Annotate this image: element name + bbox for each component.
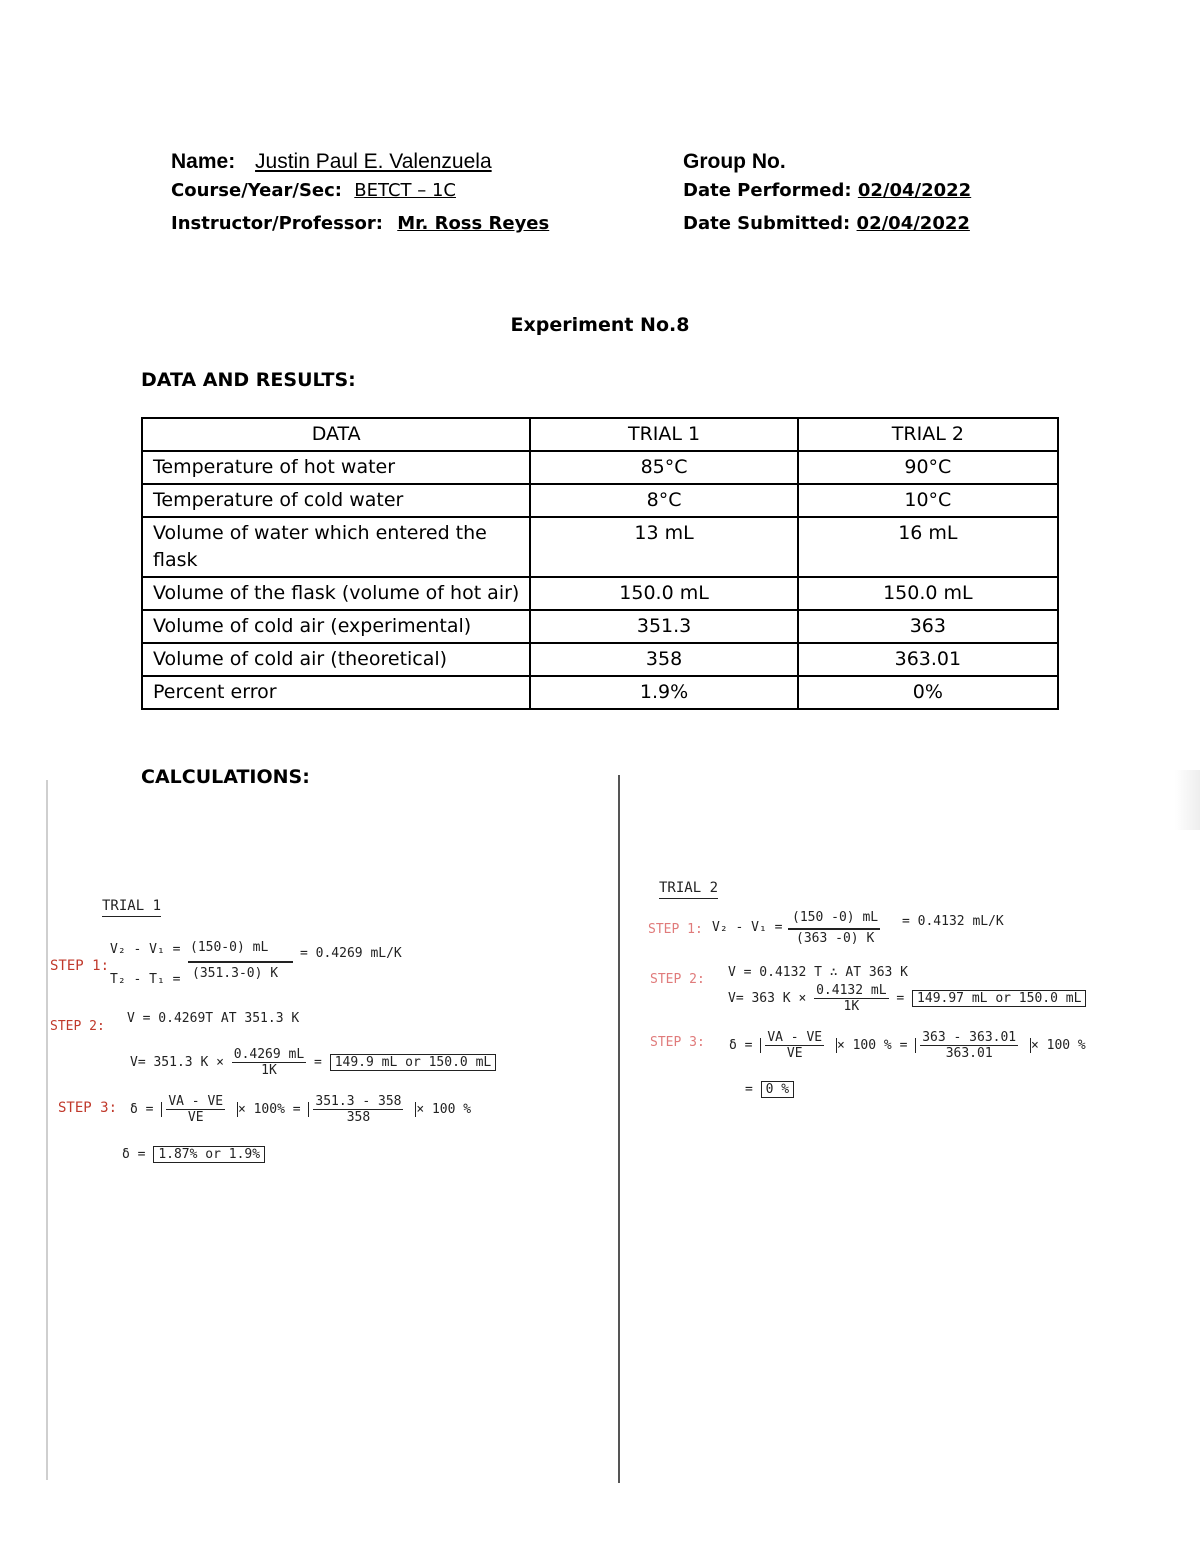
table-cell: 85°C [530, 451, 797, 484]
table-row [142, 517, 1058, 577]
trial2-step2-eq: = [896, 991, 905, 1006]
trial2-title: TRIAL 2 [659, 880, 718, 899]
trial2-step1-frac-bar [788, 928, 880, 930]
trial1-step2-label: STEP 2: [50, 1019, 105, 1034]
trial2-step3-fraction [765, 1030, 824, 1061]
table-row [142, 676, 1058, 709]
trial2-step3-final [745, 1082, 794, 1097]
trial2-step3-abs [760, 1030, 837, 1061]
trial1-step1-lhs-num: V₂ - V₁ = [110, 942, 181, 957]
course-value: BETCT – 1C [354, 180, 456, 201]
table-cell: Temperature of cold water [142, 484, 530, 517]
table-cell: Volume of cold air (experimental) [142, 610, 530, 643]
trial1-step3-final-delta: δ = [122, 1147, 146, 1162]
table-cell: 1.9% [530, 676, 797, 709]
table-cell: Temperature of hot water [142, 451, 530, 484]
trial1-step1-lhs-den: T₂ - T₁ = [110, 972, 181, 987]
table-row [142, 484, 1058, 517]
trial2-step1-lhs: V₂ - V₁ = [712, 920, 783, 935]
instructor-line [171, 213, 549, 234]
instructor-label: Instructor/Professor: [171, 213, 383, 234]
trial1-step2-eq: = [314, 1055, 322, 1070]
trial2-step1-result: = 0.4132 mL/K [902, 914, 1004, 929]
trial2-step2-result: 149.97 mL or 150.0 mL [912, 990, 1086, 1007]
trial2-step3-delta: δ = [729, 1038, 753, 1053]
trial1-title: TRIAL 1 [102, 898, 161, 917]
trial1-step1-result: = 0.4269 mL/K [300, 946, 402, 961]
trial2-step3-times: × 100 % [836, 1038, 892, 1053]
trial2-step3-label: STEP 3: [650, 1035, 705, 1050]
table-cell: 0% [798, 676, 1058, 709]
table-cell: 90°C [798, 451, 1058, 484]
trial1-step3-fraction2 [313, 1094, 403, 1125]
table-header-cell: DATA [142, 418, 530, 451]
trial2-step3-result: 0 % [761, 1081, 794, 1098]
group-label: Group No. [683, 150, 786, 173]
trial2-step1-label: STEP 1: [648, 922, 703, 937]
table-cell: 10°C [798, 484, 1058, 517]
trial2-step3-fraction2 [920, 1030, 1018, 1061]
trial1-step3-eq: = [292, 1102, 301, 1117]
trial2-step3-frac-num: VA - VE [767, 1030, 823, 1045]
table-cell: 150.0 mL [798, 577, 1058, 610]
date-performed-line [683, 180, 971, 201]
table-row [142, 451, 1058, 484]
trial1-step2-fraction [232, 1047, 306, 1078]
trial2-step3-final-eq: = [745, 1082, 753, 1097]
table-row [142, 610, 1058, 643]
trial1-step1-num: (150-0) mL [190, 940, 269, 955]
trial1-step3-abs [161, 1094, 238, 1125]
trial2-step3-eq: = [899, 1038, 908, 1053]
date-performed-label: Date Performed: [683, 180, 852, 201]
trial1-step2-frac-num: 0.4269 mL [233, 1047, 305, 1062]
trial1-step2-line2 [130, 1047, 496, 1078]
trial2-step3-times2: × 100 % [1030, 1038, 1086, 1053]
table-cell: 8°C [530, 484, 797, 517]
trial1-step3-times2: × 100 % [416, 1102, 472, 1117]
table-cell: Volume of water which entered the flask [142, 517, 530, 577]
trial1-step3-label: STEP 3: [58, 1100, 118, 1116]
trial2-step2-frac-num: 0.4132 mL [816, 983, 887, 998]
trial1-step3-times: × 100% [237, 1102, 285, 1117]
scan-shadow [1175, 770, 1200, 830]
trial2-step3-expr [729, 1030, 1086, 1061]
trial1-step2-line2-a: V= 351.3 K × [130, 1055, 224, 1070]
table-cell: 16 mL [798, 517, 1058, 577]
data-results-heading: DATA AND RESULTS: [141, 369, 356, 391]
trial1-step3-abs2 [308, 1094, 416, 1125]
course-label: Course/Year/Sec: [171, 180, 342, 201]
trial2-step1-num: (150 -0) mL [792, 910, 879, 925]
date-performed-value: 02/04/2022 [857, 180, 972, 201]
page-divider [618, 775, 620, 1483]
trial1-step3-frac-num: VA - VE [168, 1094, 224, 1109]
trial1-step2-line1: V = 0.4269T AT 351.3 K [127, 1011, 300, 1026]
name-value: Justin Paul E. Valenzuela [255, 150, 492, 173]
trial1-step3-num2: 351.3 - 358 [315, 1094, 402, 1109]
trial2-step3-den2: 363.01 [945, 1046, 993, 1061]
trial2-step3-abs2 [915, 1030, 1031, 1061]
trial1-step2-result: 149.9 mL or 150.0 mL [330, 1054, 497, 1071]
date-submitted-line [683, 213, 970, 234]
date-submitted-value: 02/04/2022 [856, 213, 970, 234]
table-cell: Volume of cold air (theoretical) [142, 643, 530, 676]
trial1-step3-result: 1.87% or 1.9% [153, 1146, 265, 1163]
trial1-step3-den2: 358 [346, 1110, 371, 1125]
table-header-cell: TRIAL 1 [530, 418, 797, 451]
name-line [171, 150, 492, 174]
trial2-step2-fraction [814, 983, 888, 1014]
calculations-heading: CALCULATIONS: [141, 766, 310, 788]
table-cell: 351.3 [530, 610, 797, 643]
table-header-row [142, 418, 1058, 451]
trial2-step2-label: STEP 2: [650, 972, 705, 987]
trial1-step3-delta: δ = [130, 1102, 154, 1117]
table-cell: 13 mL [530, 517, 797, 577]
table-row [142, 643, 1058, 676]
trial1-step1-den: (351.3-0) K [192, 966, 279, 981]
date-submitted-label: Date Submitted: [683, 213, 851, 234]
table-cell: Percent error [142, 676, 530, 709]
course-line [171, 180, 456, 201]
trial2-step3-frac-den: VE [786, 1046, 803, 1061]
scan-left-edge [46, 780, 48, 1480]
data-table [141, 417, 1059, 710]
trial2-step2-line1: V = 0.4132 T ∴ AT 363 K [728, 965, 909, 980]
table-cell: Volume of the flask (volume of hot air) [142, 577, 530, 610]
trial1-step3-final [122, 1147, 265, 1162]
trial1-step2-frac-den: 1K [261, 1063, 277, 1078]
trial1-step3-fraction [166, 1094, 225, 1125]
trial2-step2-line2 [728, 983, 1086, 1014]
trial2-step2-frac-den: 1K [843, 999, 860, 1014]
name-label: Name: [171, 150, 236, 173]
table-cell: 363 [798, 610, 1058, 643]
table-cell: 150.0 mL [530, 577, 797, 610]
trial2-step3-num2: 363 - 363.01 [922, 1030, 1017, 1045]
table-cell: 363.01 [798, 643, 1058, 676]
table-row [142, 577, 1058, 610]
trial2-step1-den: (363 -0) K [796, 931, 875, 946]
table-cell: 358 [530, 643, 797, 676]
trial1-step3-frac-den: VE [187, 1110, 204, 1125]
trial1-step1-label: STEP 1: [50, 958, 110, 974]
trial1-step1-frac-bar [188, 961, 293, 963]
table-header-cell: TRIAL 2 [798, 418, 1058, 451]
experiment-title: Experiment No.8 [510, 314, 690, 336]
trial1-step3-expr [130, 1094, 471, 1125]
instructor-value: Mr. Ross Reyes [397, 213, 550, 234]
trial2-step2-line2-a: V= 363 K × [728, 991, 807, 1006]
